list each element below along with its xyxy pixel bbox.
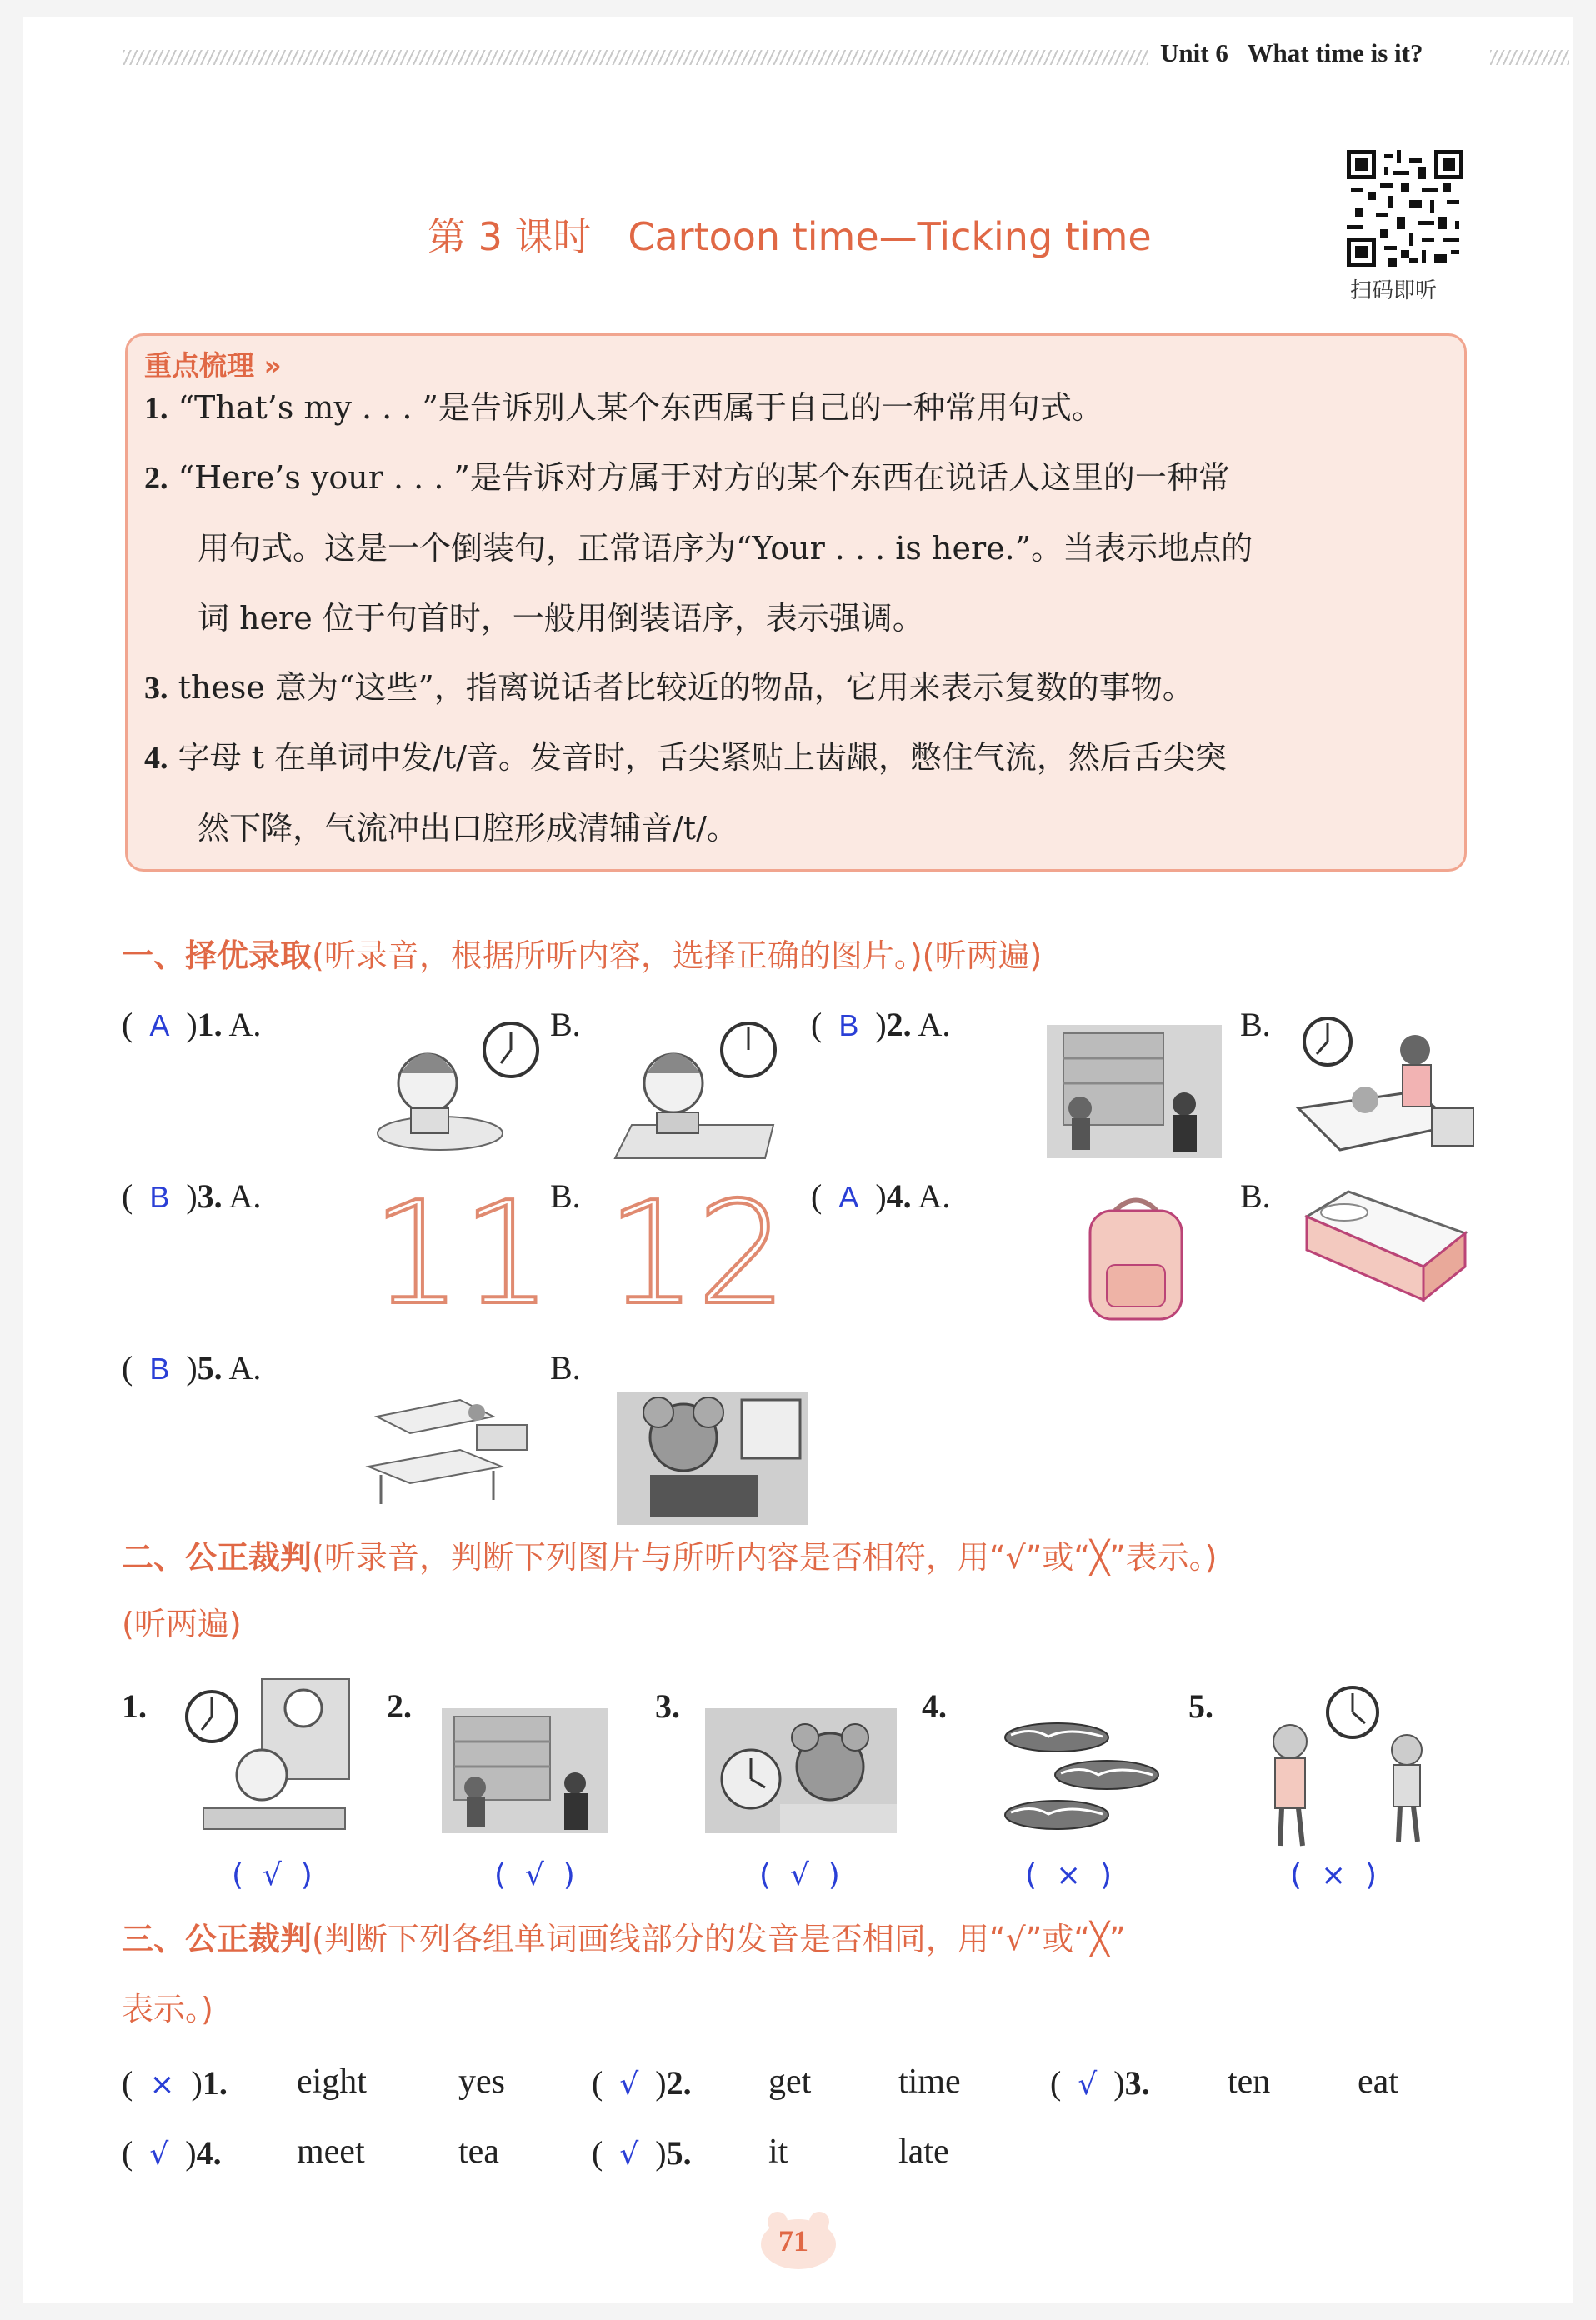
s1-q1-option-b: B. (550, 1006, 581, 1043)
s3-item-2-word-2: time (898, 2062, 961, 2101)
boy-breakfast-sun-picture (178, 1675, 353, 1833)
page-number: 71 (778, 2224, 808, 2258)
s1-q5: ( B )5. A. (122, 1349, 262, 1387)
s3-item-3-word-1: ten (1228, 2062, 1271, 2101)
s2-item-3-mark[interactable]: ( √ ) (759, 1858, 840, 1892)
answer-blank[interactable]: A (149, 1008, 170, 1042)
s3-item-3-word-2: eat (1358, 2062, 1398, 2101)
bobby-alarm-clock-picture (705, 1708, 897, 1833)
boy-eating-clock-picture (369, 1008, 553, 1175)
classroom-desks-picture (360, 1383, 543, 1508)
lesson-title: 第 3 课时 Cartoon time—Ticking time (428, 214, 1152, 259)
s3-item-3: ( √ )3. (1050, 2064, 1150, 2102)
s2-item-5-mark[interactable]: ( × ) (1290, 1858, 1378, 1892)
section1-heading: 一、择优录取(听录音，根据所听内容，选择正确的图片。)(听两遍) (122, 938, 1043, 974)
s3-item-5-word-2: late (898, 2132, 949, 2171)
s3-item-1-word-2: yes (458, 2062, 505, 2101)
answer-blank[interactable]: A (838, 1180, 859, 1214)
s3-item-1-word-1: eight (297, 2062, 367, 2101)
s1-q5-option-b: B. (550, 1349, 581, 1387)
key-point-3: 3. these 意为“这些”，指离说话者比较近的物品，它用来表示复数的事物。 (144, 669, 1194, 706)
key-point-1: 1. “That’s my . . . ”是告诉别人某个东西属于自己的一种常用句式。 (144, 389, 1103, 426)
header-rule-right (1490, 50, 1569, 65)
s3-item-4-word-2: tea (458, 2132, 499, 2171)
key-points-box (125, 333, 1467, 872)
key-points-tag: 重点梳理 » (144, 349, 282, 382)
bed-picture (1298, 1183, 1473, 1308)
section3-heading: 三、公正裁判(判断下列各组单词画线部分的发音是否相同，用“√”或“╳” (122, 1921, 1126, 1958)
s2-item-1-num: 1. (122, 1688, 147, 1725)
s1-q3: ( B )3. A. (122, 1178, 262, 1215)
s1-q4: ( A )4. A. (811, 1178, 951, 1215)
qr-code-icon[interactable] (1347, 150, 1463, 267)
s2-item-1-mark[interactable]: ( √ ) (232, 1858, 313, 1892)
s2-item-4-num: 4. (922, 1688, 947, 1725)
number-twelve: 12 (607, 1172, 788, 1337)
two-boys-clock-picture (1257, 1683, 1448, 1850)
key-point-2: 2. “Here’s your . . . ”是告诉对方属于对方的某个东西在说话人这里的一种常 用句式。这是一个倒装句，正常语序为“Your . . . is here.”。当表示地点的 词 here 位于句首时，一般用倒装语序，表示强调。 (144, 459, 1253, 637)
number-eleven: 11 (372, 1172, 553, 1337)
key-point-4: 4. 字母 t 在单词中发/t/音。发音时，舌尖紧贴上齿龈，憋住气流，然后舌尖突 然下降，气流冲出口腔形成清辅音/t/。 (144, 739, 1227, 847)
bedroom-clock-picture (1290, 1008, 1482, 1167)
s1-q3-option-b: B. (550, 1178, 581, 1215)
school-gate-picture (1047, 1025, 1222, 1158)
s3-item-2: ( √ )2. (592, 2064, 692, 2102)
header-rule-left (123, 50, 1148, 65)
answer-blank[interactable]: B (149, 1352, 170, 1386)
s2-item-3-num: 3. (655, 1688, 680, 1725)
s2-item-2-mark[interactable]: ( √ ) (494, 1858, 575, 1892)
s1-q2: ( B )2. A. (811, 1006, 951, 1043)
workbook-page (23, 17, 1573, 2303)
s2-item-4-mark[interactable]: ( × ) (1025, 1858, 1113, 1892)
section3-heading-line2: 表示。) (122, 1991, 213, 2028)
section2-heading: 二、公正裁判(听录音，判断下列图片与所听内容是否相符，用“√”或“╳”表示。) (122, 1539, 1218, 1576)
boy-desk-clock-picture (607, 1008, 790, 1175)
answer-blank[interactable]: B (838, 1008, 859, 1042)
unit-label: Unit 6 What time is it? (1160, 38, 1423, 68)
s3-item-5: ( √ )5. (592, 2134, 692, 2172)
hot-dogs-picture (998, 1717, 1165, 1842)
scan-label: 扫码即听 (1350, 278, 1438, 303)
schoolbag-picture (1078, 1190, 1194, 1323)
s3-item-5-word-1: it (768, 2132, 788, 2171)
school-gate-picture-2 (442, 1708, 608, 1833)
s3-item-1: ( × )1. (122, 2064, 228, 2102)
bobby-bus-picture (617, 1392, 808, 1525)
s1-q2-option-b: B. (1240, 1006, 1271, 1043)
s3-item-4: ( √ )4. (122, 2134, 222, 2172)
s3-item-4-word-1: meet (297, 2132, 365, 2171)
section2-heading-line2: (听两遍) (122, 1606, 242, 1642)
answer-blank[interactable]: B (149, 1180, 170, 1214)
s2-item-2-num: 2. (387, 1688, 412, 1725)
s1-q1: ( A )1. A. (122, 1006, 262, 1043)
s3-item-2-word-1: get (768, 2062, 812, 2101)
s2-item-5-num: 5. (1188, 1688, 1213, 1725)
s1-q4-option-b: B. (1240, 1178, 1271, 1215)
